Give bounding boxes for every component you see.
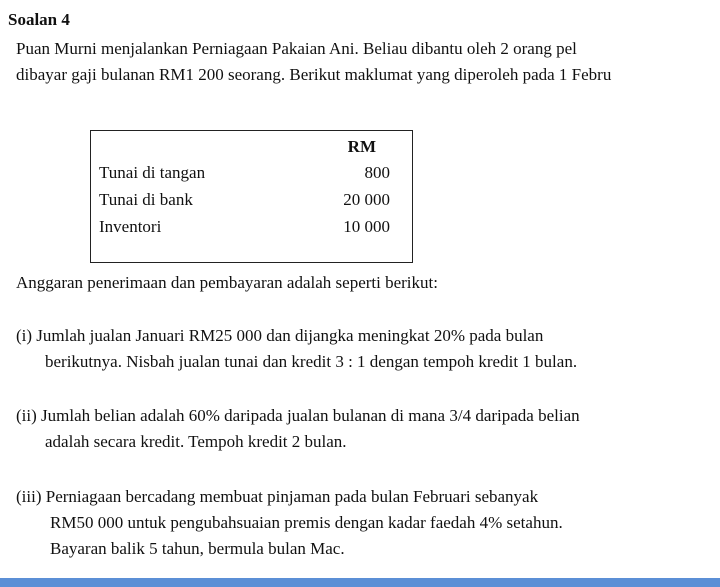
table-row-value: 10 000 <box>343 217 390 236</box>
table-row-label: Tunai di bank <box>99 190 193 209</box>
item-iii-line-1: (iii) Perniagaan bercadang membuat pinjaman pada bulan Februari sebanyak <box>16 487 539 506</box>
item-iii-line-2: RM50 000 untuk pengubahsuaian premis dengan kadar faedah 4% setahun. <box>50 513 563 532</box>
table-header-rm: RM <box>347 137 376 156</box>
footer-bar <box>0 578 720 587</box>
table-row-label: Tunai di tangan <box>99 163 206 182</box>
intro-line-1: Puan Murni menjalankan Perniagaan Pakaian Ani. Beliau dibantu oleh 2 orang pel <box>16 39 577 58</box>
table-row-value: 20 000 <box>343 190 390 209</box>
budget-intro: Anggaran penerimaan dan pembayaran adalah seperti berikut: <box>16 273 438 292</box>
item-i-line-2: berikutnya. Nisbah jualan tunai dan kredit 3 : 1 dengan tempoh kredit 1 bulan. <box>45 352 578 371</box>
balance-table <box>90 130 413 263</box>
item-iii-line-3: Bayaran balik 5 tahun, bermula bulan Mac. <box>50 539 345 558</box>
item-ii-line-2: adalah secara kredit. Tempoh kredit 2 bulan. <box>45 432 347 451</box>
question-title: Soalan 4 <box>8 10 70 29</box>
item-ii-line-1: (ii) Jumlah belian adalah 60% daripada jualan bulanan di mana 3/4 daripada belian <box>16 406 580 425</box>
table-row-value: 800 <box>364 163 390 182</box>
intro-line-2: dibayar gaji bulanan RM1 200 seorang. Berikut maklumat yang diperoleh pada 1 Febru <box>16 65 612 84</box>
table-row-label: Inventori <box>99 217 162 236</box>
item-i-line-1: (i) Jumlah jualan Januari RM25 000 dan dijangka meningkat 20% pada bulan <box>16 326 544 345</box>
